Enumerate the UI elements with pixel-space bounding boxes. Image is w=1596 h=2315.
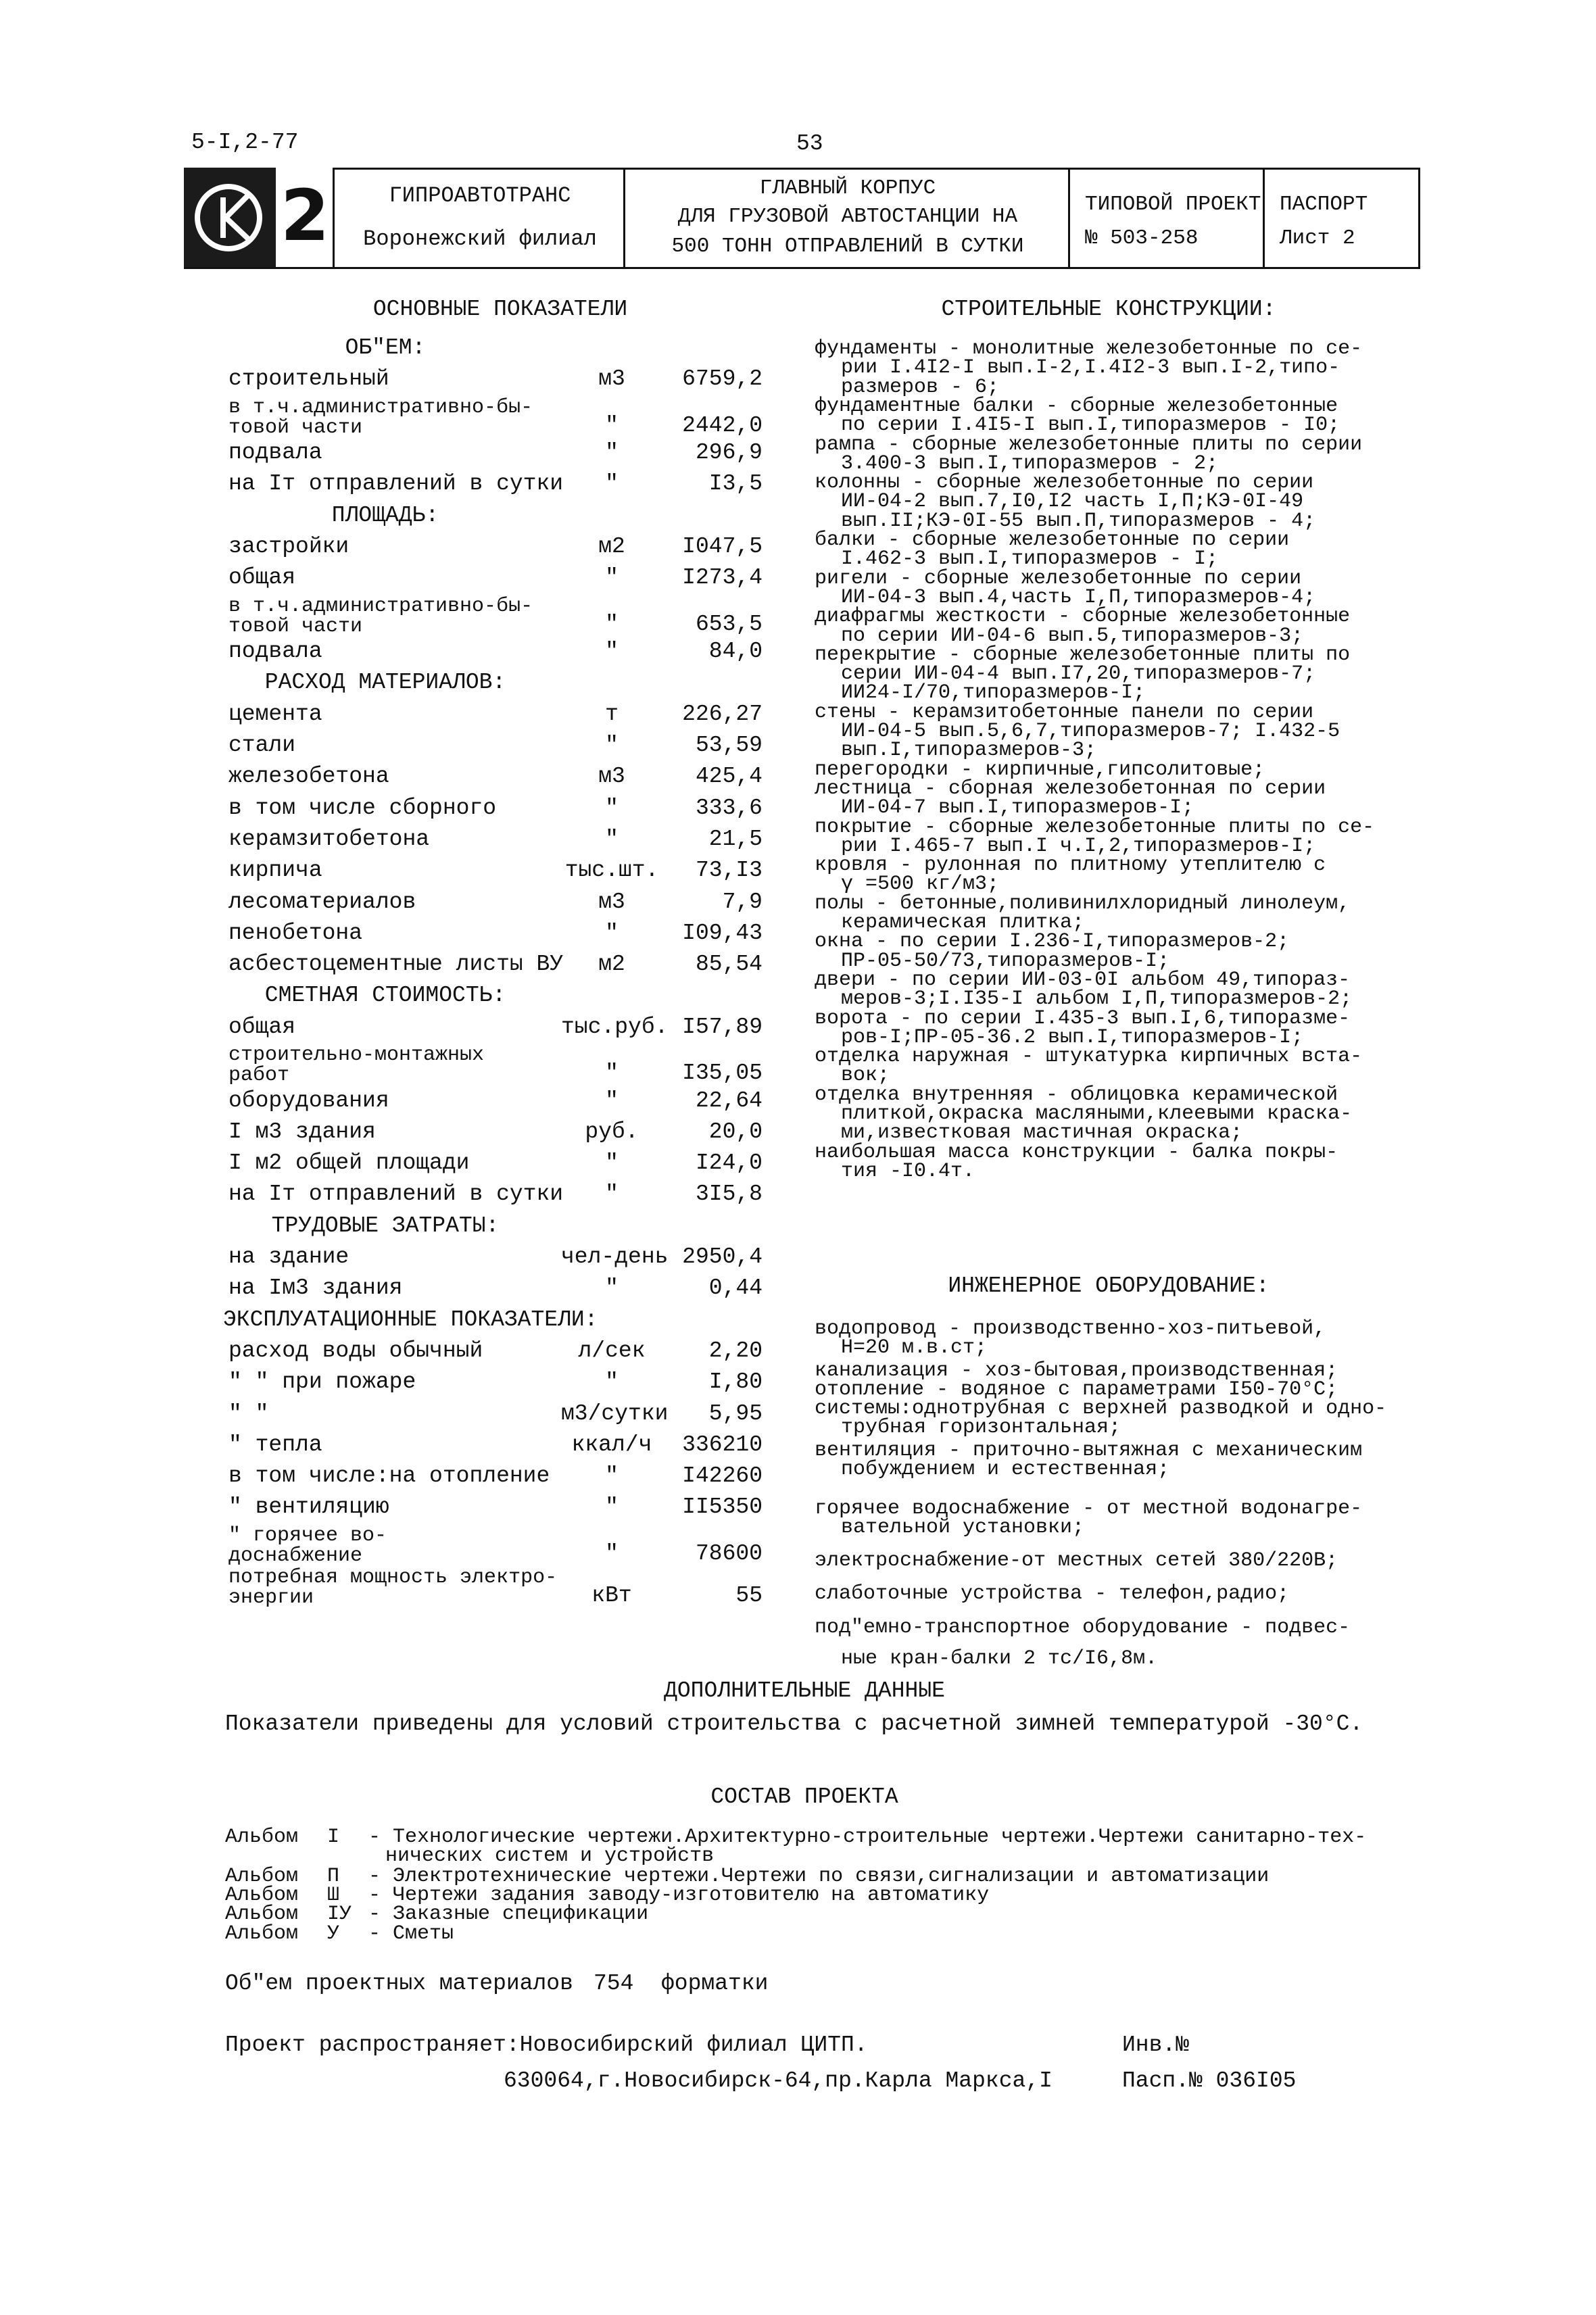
album-text-cont: нических систем и устройств — [385, 1845, 715, 1868]
construction-line: γ =500 кг/м3; — [841, 873, 1000, 896]
indicator-label: на Iм3 здания — [228, 1275, 403, 1301]
organization-cell — [333, 170, 625, 267]
construction-line: фундаментные балки - сборные железобетонные — [815, 394, 1338, 418]
indicator-unit: " — [605, 611, 619, 637]
page-number: 53 — [796, 131, 823, 156]
construction-line: керамическая плитка; — [841, 911, 1085, 934]
section-heading: ПЛОЩАДЬ: — [331, 502, 439, 528]
title-block — [184, 168, 1420, 269]
indicator-value: 0,44 — [708, 1275, 763, 1301]
indicator-label: подвала — [228, 440, 322, 466]
construction-line: перекрытие - сборные железобетонные плиты по — [815, 643, 1351, 666]
construction-line: серии ИИ-04-4 вып.I7,20,типоразмеров-7; — [841, 662, 1316, 686]
album-number: П — [327, 1865, 340, 1888]
construction-line: I.462-3 вып.I,типоразмеров - I; — [841, 547, 1219, 571]
volume-label: Об"ем проектных материалов — [225, 1971, 573, 1996]
section-heading: ЭКСПЛУАТАЦИОННЫЕ ПОКАЗАТЕЛИ: — [223, 1307, 598, 1332]
indicator-label: керамзитобетона — [228, 826, 430, 852]
indicator-value: 653,5 — [695, 611, 763, 637]
indicator-label: " вентиляцию — [228, 1494, 389, 1520]
indicator-unit: " — [605, 639, 619, 664]
indicator-label: I м3 здания — [228, 1119, 376, 1144]
indicator-label: в том числе:на отопление — [228, 1463, 550, 1489]
section-heading: СМЕТНАЯ СТОИМОСТЬ: — [264, 983, 506, 1008]
indicator-unit: " — [605, 795, 619, 821]
indicator-value: 2950,4 — [682, 1244, 763, 1269]
indicator-unit: л/сек — [578, 1338, 646, 1363]
construction-line: вып.II;КЭ-0I-55 вып.П,типоразмеров - 4; — [841, 509, 1316, 533]
construction-line: рии I.465-7 вып.I ч.I,2,типоразмеров-I; — [841, 834, 1316, 858]
construction-line: покрытие - сборные железобетонные плиты по се- — [815, 815, 1375, 839]
album-name: Альбом — [225, 1903, 299, 1926]
construction-heading: СТРОИТЕЛЬНЫЕ КОНСТРУКЦИИ: — [941, 297, 1276, 322]
indicator-unit: м3 — [598, 764, 625, 789]
logo-number: 2 — [281, 174, 330, 257]
indicator-value: 6759,2 — [682, 366, 763, 392]
construction-line: наибольшая масса конструкции - балка покры- — [815, 1140, 1338, 1164]
indicator-value: 53,59 — [695, 733, 763, 758]
indicator-value: 2442,0 — [682, 412, 763, 438]
indicator-label: на здание — [228, 1244, 349, 1269]
construction-line: ИИ-04-2 вып.7,I0,I2 часть I,П;КЭ-0I-49 — [841, 490, 1304, 514]
indicator-unit: " — [605, 1150, 619, 1176]
indicator-label-cont: товой части — [228, 614, 363, 638]
construction-line: балки - сборные железобетонные по серии — [815, 529, 1290, 552]
engineering-line: вательной установки; — [841, 1516, 1085, 1539]
construction-line: плиткой,окраска масляными,клеевыми краска- — [841, 1102, 1353, 1125]
indicator-unit: " — [605, 471, 619, 497]
indicator-label: " горячее во- — [228, 1524, 387, 1547]
indicator-unit: " — [605, 733, 619, 758]
title-line-2: ДЛЯ ГРУЗОВОЙ АВТОСТАНЦИИ НА — [677, 205, 1018, 228]
project-cell — [1068, 170, 1265, 267]
indicator-unit: м3 — [598, 366, 625, 392]
indicator-label: в т.ч.административно-бы- — [228, 395, 533, 419]
indicator-label: " " при пожаре — [228, 1369, 416, 1395]
title-cell — [623, 170, 1070, 267]
distributor-address: 630064,г.Новосибирск-64,пр.Карла Маркса,I — [504, 2068, 1053, 2093]
distributor: Проект распространяет:Новосибирский филиал ЦИТП. — [225, 2032, 868, 2057]
indicator-label: строительно-монтажных — [228, 1044, 485, 1067]
indicator-label: застройки — [228, 534, 349, 559]
construction-line: кровля - рулонная по плитному утеплителю с — [815, 854, 1326, 877]
engineering-line: под"емно-транспортное оборудование - подвес- — [815, 1616, 1351, 1639]
construction-line: рии I.4I2-I вып.I-2,I.4I2-3 вып.I-2,типо- — [841, 356, 1340, 380]
album-name: Альбом — [225, 1922, 299, 1945]
indicator-value: 73,I3 — [695, 858, 763, 883]
engineering-line: отопление - водяное с параметрами I50-70°С; — [815, 1378, 1338, 1401]
album-number: I — [327, 1826, 340, 1849]
album-text: - Заказные спецификации — [368, 1903, 649, 1926]
engineering-line: системы:однотрубная с верхней разводкой и одно- — [815, 1397, 1387, 1420]
construction-line: 3.400-3 вып.I,типоразмеров - 2; — [841, 452, 1219, 475]
indicator-value: I35,05 — [682, 1061, 763, 1086]
indicator-value: 3I5,8 — [695, 1181, 763, 1207]
construction-line: ворота - по серии I.435-3 вып.I,6,типоразме- — [815, 1006, 1351, 1030]
indicator-value: 2,20 — [708, 1338, 763, 1363]
construction-line: размеров - 6; — [841, 375, 1000, 399]
indicator-label: в том числе сборного — [228, 795, 497, 821]
construction-line: ров-I;ПР-05-36.2 вып.I,типоразмеров-I; — [841, 1025, 1304, 1049]
title-line-1: ГЛАВНЫЙ КОРПУС — [759, 176, 936, 200]
construction-line: ПР-05-50/73,типоразмеров-I; — [841, 949, 1170, 973]
indicator-label: на Iт отправлений в сутки — [228, 1181, 564, 1207]
indicator-value: 20,0 — [708, 1119, 763, 1144]
indicator-label: строительный — [228, 366, 389, 392]
construction-line: лестница - сборная железобетонная по серии — [815, 777, 1326, 800]
indicator-value: 296,9 — [695, 440, 763, 466]
indicator-label: общая — [228, 1014, 296, 1040]
section-heading: ОБ"ЕМ: — [345, 335, 426, 360]
album-number: Ш — [327, 1884, 340, 1907]
indicator-label: лесоматериалов — [228, 889, 416, 915]
construction-line: ИИ24-I/70,типоразмеров-I; — [841, 681, 1146, 705]
engineering-line: канализация - хоз-бытовая,производственная; — [815, 1359, 1338, 1382]
indicator-unit: м2 — [598, 952, 625, 977]
indicator-label: " тепла — [228, 1432, 322, 1457]
sheet-cell — [1263, 170, 1420, 267]
engineering-line: трубная горизонтальная; — [841, 1416, 1121, 1439]
construction-line: диафрагмы жесткости - сборные железобетонные — [815, 605, 1351, 629]
indicator-label: асбестоцементные листы ВУ — [228, 952, 564, 977]
indicator-label: общая — [228, 565, 296, 591]
indicator-unit: " — [605, 1463, 619, 1489]
indicator-unit: " — [605, 440, 619, 466]
indicator-value: 84,0 — [708, 639, 763, 664]
album-name: Альбом — [225, 1884, 299, 1907]
album-number: У — [327, 1922, 340, 1945]
construction-line: отделка внутренняя - облицовка керамической — [815, 1083, 1338, 1106]
engineering-heading: ИНЖЕНЕРНОЕ ОБОРУДОВАНИЕ: — [948, 1273, 1269, 1298]
organization-branch: Воронежский филиал — [363, 226, 597, 251]
construction-line: полы - бетонные,поливинилхлоридный линолеум, — [815, 892, 1351, 915]
construction-line: рампа - сборные железобетонные плиты по серии — [815, 433, 1363, 456]
project-label: ТИПОВОЙ ПРОЕКТ — [1085, 193, 1261, 216]
construction-line: перегородки - кирпичные,гипсолитовые; — [815, 758, 1265, 781]
indicator-value: I,80 — [708, 1369, 763, 1395]
logo — [184, 168, 333, 267]
indicator-value: I3,5 — [708, 471, 763, 497]
indicator-unit: " — [605, 1540, 619, 1566]
indicator-unit: чел-день — [561, 1244, 669, 1269]
construction-line: вок; — [841, 1064, 890, 1088]
construction-line: тия -I0.4т. — [841, 1159, 975, 1183]
construction-line: ИИ-04-3 вып.4,часть I,П,типоразмеров-4; — [841, 585, 1316, 609]
album-name: Альбом — [225, 1826, 299, 1849]
volume-unit: форматки — [661, 1971, 769, 1996]
section-heading: ТРУДОВЫЕ ЗАТРАТЫ: — [271, 1213, 500, 1238]
left-heading: ОСНОВНЫЕ ПОКАЗАТЕЛИ — [372, 297, 628, 322]
passport-number: Пасп.№ 036I05 — [1122, 2068, 1297, 2093]
indicator-unit: тыс.руб. — [561, 1014, 669, 1040]
sheet-number: Лист 2 — [1280, 226, 1355, 250]
indicator-value: II5350 — [682, 1494, 763, 1520]
inventory-label: Инв.№ — [1122, 2032, 1190, 2057]
indicator-label: подвала — [228, 639, 322, 664]
construction-line: фундаменты - монолитные железобетонные по се- — [815, 337, 1363, 360]
document-type: ПАСПОРТ — [1280, 193, 1368, 216]
engineering-line: водопровод - производственно-хоз-питьевой, — [815, 1317, 1326, 1340]
indicator-unit: т — [605, 701, 619, 727]
album-text: - Чертежи задания заводу-изготовителю на автоматику — [368, 1884, 990, 1907]
indicator-value: 22,64 — [695, 1088, 763, 1113]
construction-line: меров-3;I.I35-I альбом I,П,типоразмеров-2; — [841, 988, 1353, 1011]
engineering-line: вентиляция - приточно-вытяжная с механическим — [815, 1439, 1363, 1462]
indicator-label-cont: работ — [228, 1064, 290, 1087]
indicator-label: пенобетона — [228, 920, 363, 946]
album-number: IУ — [327, 1903, 352, 1926]
additional-heading: ДОПОЛНИТЕЛЬНЫЕ ДАННЫЕ — [664, 1678, 945, 1703]
indicator-label-cont: энергии — [228, 1586, 314, 1610]
indicator-label: на Iт отправлений в сутки — [228, 471, 564, 497]
engineering-line: электроснабжение-от местных сетей 380/220В; — [815, 1549, 1338, 1572]
indicator-value: I57,89 — [682, 1014, 763, 1040]
project-number: № 503-258 — [1085, 226, 1199, 250]
indicator-label: в т.ч.административно-бы- — [228, 594, 533, 618]
indicator-unit: " — [605, 412, 619, 438]
indicator-label: оборудования — [228, 1088, 389, 1113]
indicator-value: I09,43 — [682, 920, 763, 946]
construction-line: ми,известковая мастичная окраска; — [841, 1121, 1243, 1145]
volume-value: 754 — [594, 1971, 634, 1996]
engineering-line: слаботочные устройства - телефон,радио; — [815, 1582, 1290, 1605]
construction-line: по серии I.4I5-I вып.I,типоразмеров - I0; — [841, 414, 1340, 437]
indicator-label-cont: доснабжение — [228, 1544, 363, 1567]
indicator-unit: м3 — [598, 889, 625, 915]
indicator-unit: " — [605, 1088, 619, 1113]
construction-line: отделка наружная - штукатурка кирпичных вста- — [815, 1045, 1363, 1069]
indicator-unit: руб. — [585, 1119, 639, 1144]
document-code: 5-I,2-77 — [191, 130, 299, 155]
construction-line: окна - по серии I.236-I,типоразмеров-2; — [815, 930, 1290, 954]
construction-line: стены - керамзитобетонные панели по серии — [815, 700, 1314, 724]
indicator-unit: м3/сутки — [561, 1400, 669, 1426]
indicator-value: 336210 — [682, 1432, 763, 1457]
composition-heading: СОСТАВ ПРОЕКТА — [710, 1784, 898, 1809]
indicator-unit: " — [605, 1275, 619, 1301]
album-text: - Технологические чертежи.Архитектурно-строительные чертежи.Чертежи санитарно-тех- — [368, 1826, 1367, 1849]
indicator-label-cont: товой части — [228, 416, 363, 439]
indicator-value: 226,27 — [682, 701, 763, 727]
indicator-label: цемента — [228, 701, 322, 727]
organization-name: ГИПРОАВТОТРАНС — [389, 183, 571, 208]
indicator-value: 21,5 — [708, 826, 763, 852]
engineering-line: горячее водоснабжение - от местной водонагре- — [815, 1497, 1363, 1520]
engineering-line: Н=20 м.в.ст; — [841, 1336, 988, 1359]
indicator-value: 78600 — [695, 1540, 763, 1566]
title-line-3: 500 ТОНН ОТПРАВЛЕНИЙ В СУТКИ — [671, 235, 1024, 258]
construction-line: двери - по серии ИИ-03-0I альбом 49,типораз- — [815, 968, 1351, 992]
indicator-label: железобетона — [228, 764, 389, 789]
section-heading: РАСХОД МАТЕРИАЛОВ: — [264, 670, 506, 696]
indicator-value: I24,0 — [695, 1150, 763, 1176]
album-text: - Электротехнические чертежи.Чертежи по связи,сигнализации и автоматизации — [368, 1865, 1269, 1888]
indicator-label: I м2 общей площади — [228, 1150, 470, 1176]
indicator-label: потребная мощность электро- — [228, 1566, 558, 1590]
album-text: - Сметы — [368, 1922, 454, 1945]
indicator-label: " " — [228, 1400, 269, 1426]
engineering-line: побуждением и естественная; — [841, 1458, 1170, 1481]
indicator-value: 55 — [735, 1583, 763, 1609]
indicator-unit: " — [605, 565, 619, 591]
indicator-value: I42260 — [682, 1463, 763, 1489]
engineering-line: ные кран-балки 2 тс/I6,8м. — [841, 1647, 1158, 1670]
indicator-unit: м2 — [598, 534, 625, 559]
indicator-value: 85,54 — [695, 952, 763, 977]
indicator-unit: " — [605, 920, 619, 946]
indicator-unit: кВт — [591, 1583, 632, 1609]
construction-line: ригели - сборные железобетонные по серии — [815, 566, 1302, 590]
construction-line: по серии ИИ-04-6 вып.5,типоразмеров-3; — [841, 624, 1304, 648]
indicator-unit: " — [605, 1181, 619, 1207]
indicator-label: стали — [228, 733, 296, 758]
additional-text: Показатели приведены для условий строительства с расчетной зимней температурой -30°С. — [225, 1711, 1363, 1736]
indicator-value: I047,5 — [682, 534, 763, 559]
indicator-unit: ккал/ч — [571, 1432, 652, 1457]
indicator-label: кирпича — [228, 858, 322, 883]
indicator-unit: " — [605, 826, 619, 852]
construction-line: ИИ-04-5 вып.5,6,7,типоразмеров-7; I.432-5 — [841, 720, 1340, 743]
indicator-value: 5,95 — [708, 1400, 763, 1426]
indicator-value: I273,4 — [682, 565, 763, 591]
construction-line: ИИ-04-7 вып.I,типоразмеров-I; — [841, 796, 1194, 820]
indicator-value: 425,4 — [695, 764, 763, 789]
construction-line: колонны - сборные железобетонные по серии — [815, 471, 1314, 495]
indicator-unit: " — [605, 1369, 619, 1395]
album-name: Альбом — [225, 1865, 299, 1888]
indicator-unit: " — [605, 1061, 619, 1086]
indicator-unit: тыс.шт. — [564, 858, 659, 883]
construction-line: вып.I,типоразмеров-3; — [841, 739, 1097, 762]
indicator-unit: " — [605, 1494, 619, 1520]
indicator-value: 333,6 — [695, 795, 763, 821]
indicator-value: 7,9 — [722, 889, 763, 915]
indicator-label: расход воды обычный — [228, 1338, 483, 1363]
